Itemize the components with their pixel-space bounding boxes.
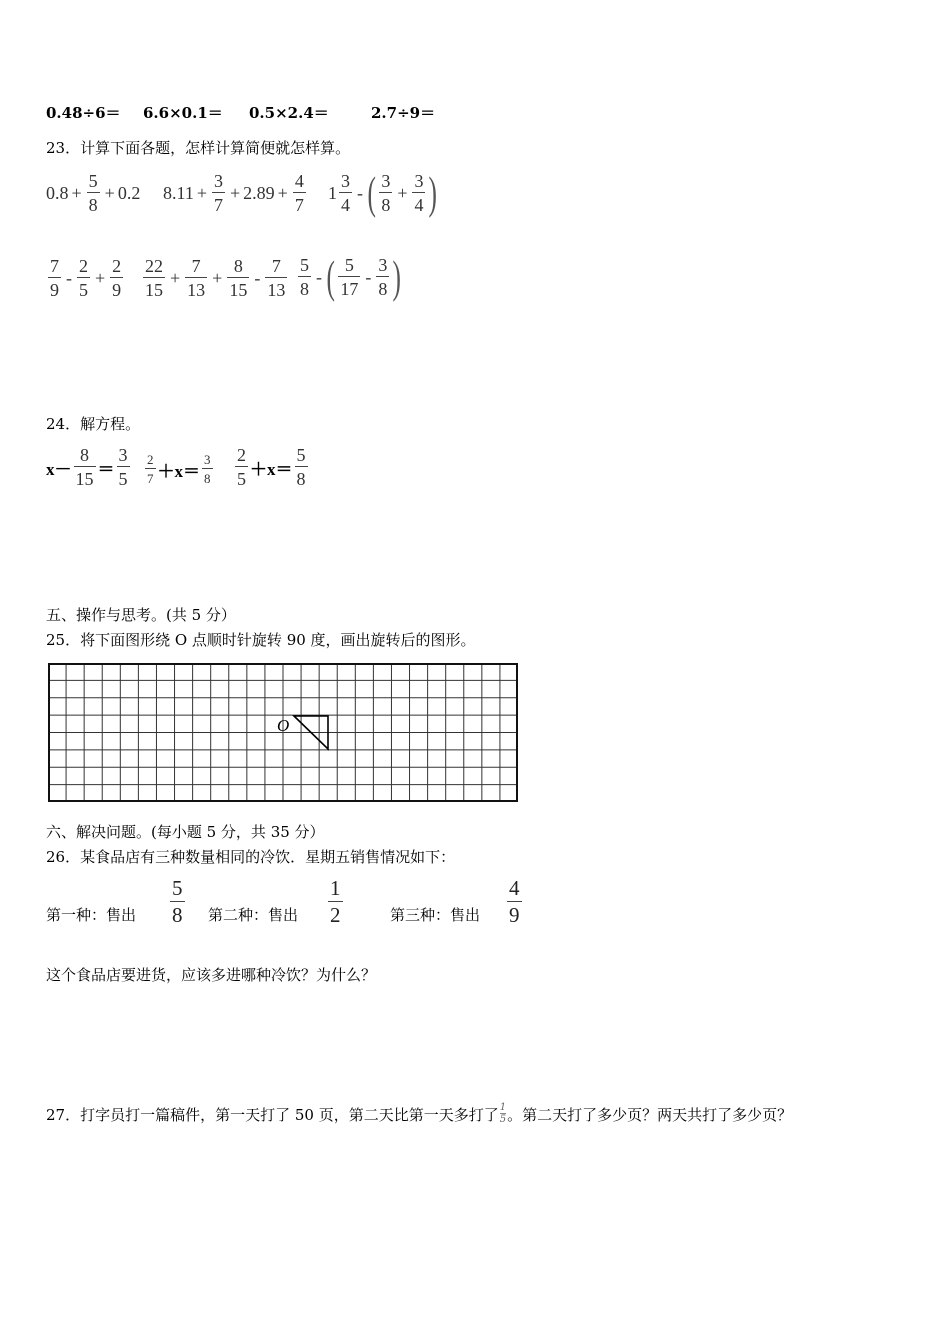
denominator: 8 <box>376 276 389 298</box>
fraction <box>48 257 61 299</box>
fraction <box>170 878 185 926</box>
q27-part1: 27．打字员打一篇稿件，第一天打了 50 页，第二天比第一天多打了 <box>46 1106 499 1124</box>
q27-small-fraction <box>500 1103 506 1125</box>
numerator: 5 <box>296 445 306 465</box>
q26-title: 26．某食品店有三种数量相同的冷饮．星期五销售情况如下： <box>46 848 456 866</box>
fraction <box>379 172 392 214</box>
fraction <box>293 172 306 214</box>
numerator: 8 <box>80 445 89 465</box>
denominator: 4 <box>339 192 352 214</box>
fraction <box>328 878 343 926</box>
q23-expr-4 <box>46 257 125 299</box>
numerator: 2 <box>112 256 122 276</box>
term: 0.8 <box>46 182 69 203</box>
oral-calc-3: 0.5×2.4＝ <box>249 104 329 122</box>
q26-kind3-fraction <box>505 878 524 926</box>
fraction <box>117 446 130 488</box>
fraction <box>145 453 156 485</box>
fraction <box>339 172 352 214</box>
denominator: 15 <box>143 277 165 299</box>
operator: + <box>196 182 207 203</box>
q26-kind2-label: 第二种：售出 <box>208 906 299 924</box>
denominator: 9 <box>110 277 123 299</box>
denominator: 8 <box>172 903 183 927</box>
numerator: 5 <box>88 171 98 191</box>
denominator: 7 <box>145 468 156 485</box>
q26-kind1-fraction <box>168 878 187 926</box>
q24-equation-2 <box>143 453 215 485</box>
q23-expr-2 <box>163 172 308 214</box>
operator: + <box>170 267 181 288</box>
q27-part2: 。第二天打了多少页？两天共打了多少页？ <box>507 1106 793 1124</box>
denominator: 7 <box>293 192 306 214</box>
denominator: 15 <box>74 466 96 488</box>
operator: - <box>254 267 261 288</box>
numerator: 3 <box>381 171 391 191</box>
q23-expr-6 <box>296 251 403 302</box>
numerator: 1 <box>499 1102 507 1113</box>
fraction <box>110 257 123 299</box>
q23-title: 23．计算下面各题，怎样计算简便就怎样算。 <box>46 139 351 157</box>
operator: - <box>316 266 322 287</box>
q27-text <box>46 1103 792 1125</box>
q26-kind1-label: 第一种：售出 <box>46 906 137 924</box>
fraction <box>265 257 287 299</box>
q26-question: 这个食品店要进货，应该多进哪种冷饮？为什么？ <box>46 966 377 984</box>
numerator: 3 <box>204 452 211 467</box>
denominator: 9 <box>509 903 520 927</box>
fraction <box>77 257 90 299</box>
fraction <box>227 257 249 299</box>
numerator: 3 <box>378 255 388 275</box>
oral-calc-4: 2.7÷9＝ <box>371 104 436 122</box>
numerator: 1 <box>330 876 341 900</box>
left-paren: ( <box>367 167 376 218</box>
numerator: 3 <box>214 171 223 191</box>
fraction <box>74 446 96 488</box>
plus-x-equals: ＋x＝ <box>250 459 293 479</box>
equals-sign: ＝ <box>97 459 115 479</box>
operator: + <box>230 182 241 203</box>
numerator: 22 <box>145 256 163 276</box>
fraction <box>235 446 248 488</box>
numerator: 5 <box>344 255 354 275</box>
fraction <box>212 172 225 214</box>
oral-calc-1: 0.48÷6＝ <box>46 104 121 122</box>
denominator: 8 <box>202 468 213 485</box>
term: 0.2 <box>117 182 141 203</box>
operator: - <box>357 182 363 203</box>
numerator: 2 <box>79 256 88 276</box>
operator: + <box>277 182 288 203</box>
numerator: 3 <box>341 171 350 191</box>
point-o-label: O <box>277 716 290 735</box>
q26-kind3-label: 第三种：售出 <box>390 906 481 924</box>
q24-equation-3 <box>233 446 310 488</box>
fraction <box>412 172 425 214</box>
whole-number: 1 <box>328 182 337 203</box>
denominator: 5 <box>77 277 90 299</box>
denominator: 13 <box>265 277 287 299</box>
numerator: 5 <box>172 876 183 900</box>
left-paren: ( <box>326 251 335 302</box>
denominator: 8 <box>295 466 308 488</box>
right-paren: ) <box>392 251 402 302</box>
denominator: 7 <box>212 192 225 214</box>
grid-svg <box>48 663 518 802</box>
q24-title: 24．解方程。 <box>46 415 141 433</box>
fraction <box>143 257 165 299</box>
rotation-grid <box>48 663 518 802</box>
numerator: 8 <box>233 256 243 276</box>
fraction <box>338 256 360 298</box>
numerator: 2 <box>147 452 154 467</box>
operator: + <box>397 182 408 203</box>
denominator: 4 <box>412 192 425 214</box>
section6-title: 六、解决问题。(每小题 5 分，共 35 分） <box>46 823 325 841</box>
numerator: 7 <box>271 256 281 276</box>
q25-text: 25．将下面图形绕 O 点顺时针旋转 90 度，画出旋转后的图形。 <box>46 631 476 649</box>
fraction <box>185 257 207 299</box>
operator: + <box>95 267 106 288</box>
fraction <box>298 256 311 298</box>
oral-calc-2: 6.6×0.1＝ <box>143 104 223 122</box>
numerator: 3 <box>118 445 128 465</box>
fraction <box>376 256 389 298</box>
operator: + <box>71 182 82 203</box>
q23-expr-3 <box>328 167 439 218</box>
denominator: 5 <box>117 466 130 488</box>
variable-term: x－ <box>46 459 72 479</box>
q26-kind2-fraction <box>326 878 345 926</box>
denominator: 8 <box>87 192 100 214</box>
fraction <box>202 453 213 485</box>
numerator: 4 <box>509 876 520 900</box>
fraction <box>507 878 522 926</box>
term: 2.89 <box>243 182 275 203</box>
right-paren: ) <box>428 167 438 218</box>
numerator: 2 <box>237 445 246 465</box>
operator: - <box>365 266 372 287</box>
denominator: 17 <box>338 276 360 298</box>
section5-title: 五、操作与思考。(共 5 分） <box>46 606 236 624</box>
numerator: 3 <box>414 171 424 191</box>
fraction <box>295 446 308 488</box>
denominator: 15 <box>227 277 249 299</box>
term: 8.11 <box>163 182 194 203</box>
q23-expr-1 <box>46 172 140 214</box>
plus-x-equals: ＋x＝ <box>157 461 200 481</box>
numerator: 7 <box>50 256 59 276</box>
denominator: 5 <box>235 466 248 488</box>
denominator: 9 <box>48 277 61 299</box>
operator: + <box>104 182 115 203</box>
numerator: 5 <box>300 255 309 275</box>
numerator: 7 <box>191 256 201 276</box>
numerator: 4 <box>294 171 304 191</box>
denominator: 8 <box>298 276 311 298</box>
denominator: 8 <box>379 192 392 214</box>
denominator: 13 <box>185 277 207 299</box>
denominator: 2 <box>330 903 341 927</box>
denominator: 5 <box>499 1114 507 1125</box>
q24-equation-1 <box>46 446 132 488</box>
operator: - <box>66 267 72 288</box>
fraction <box>87 172 100 214</box>
q23-expr-5 <box>141 257 289 299</box>
operator: + <box>212 267 223 288</box>
